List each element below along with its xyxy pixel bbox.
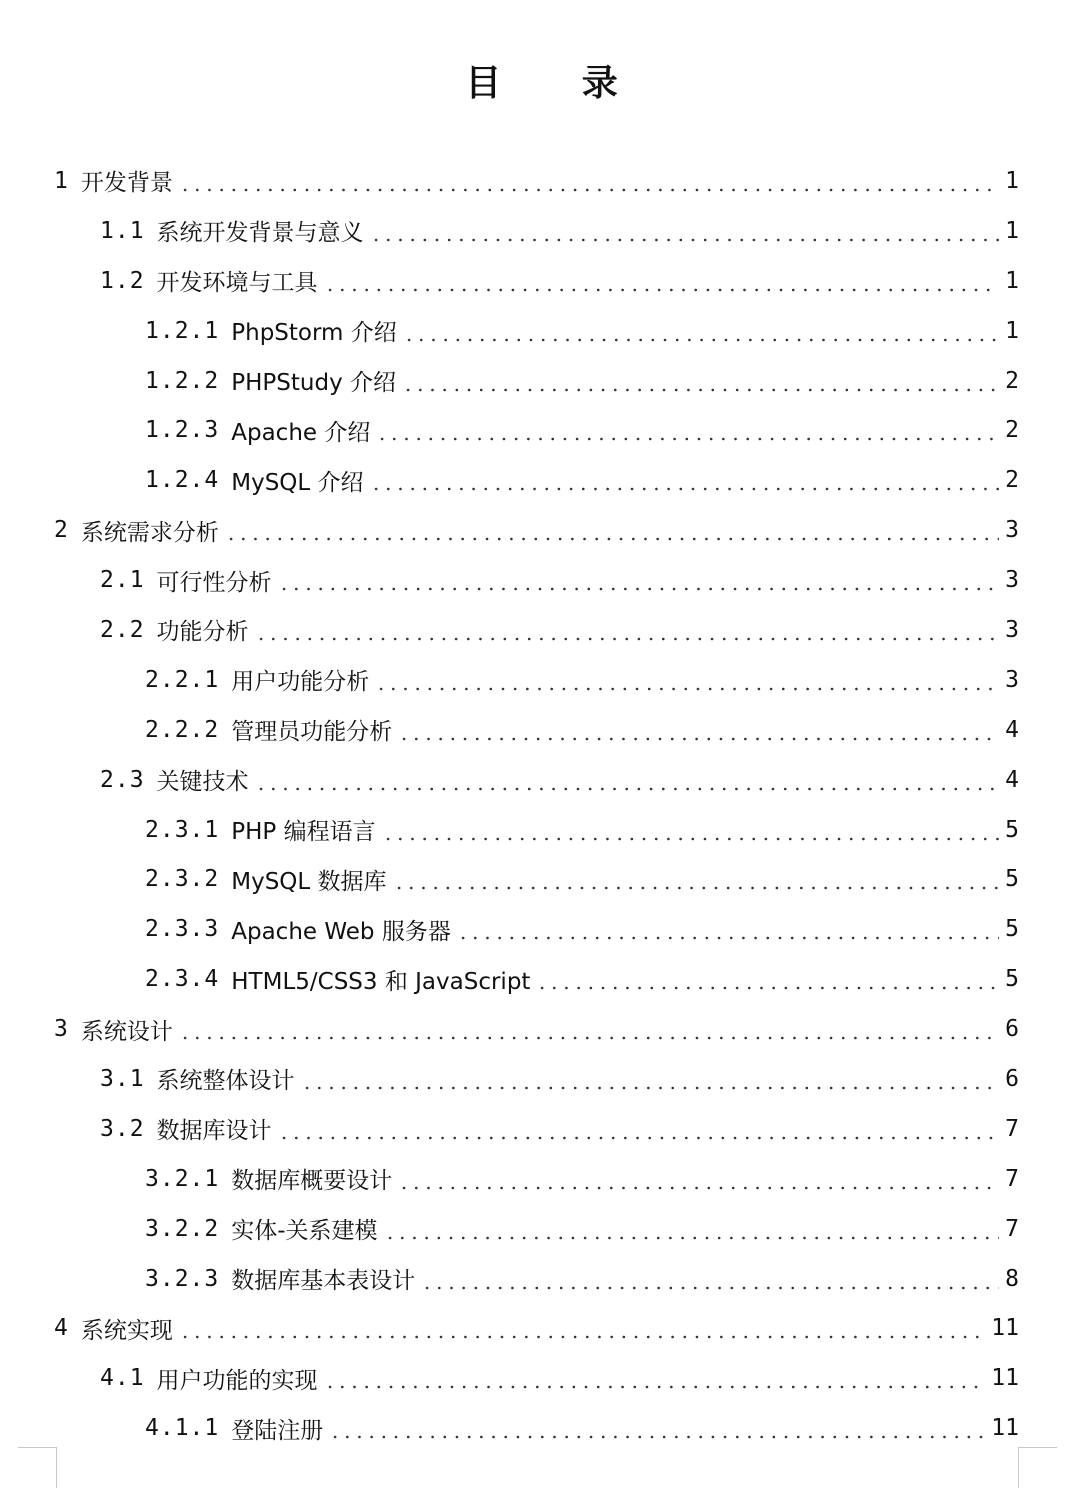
toc-entry-label: 功能分析	[156, 619, 249, 646]
toc-entry-label: Apache 介绍	[231, 419, 371, 446]
toc-dot-leader	[324, 288, 999, 292]
toc-entry[interactable]	[0, 306, 1083, 356]
toc-entry-number: 2.2.1	[145, 666, 220, 693]
toc-entry[interactable]	[0, 854, 1083, 904]
toc-entry[interactable]	[0, 405, 1083, 455]
toc-entry-number: 1.2	[100, 267, 145, 294]
toc-entry-number: 2.3.4	[145, 966, 220, 993]
toc-entry-label: 可行性分析	[156, 569, 272, 596]
toc-dot-leader	[384, 1236, 999, 1240]
toc-entry-label: 管理员功能分析	[231, 719, 393, 746]
toc-entry[interactable]	[0, 1254, 1083, 1304]
toc-entry-number: 2.2.2	[145, 716, 220, 743]
toc-dot-leader	[393, 886, 999, 890]
toc-page-number: 1	[1005, 217, 1019, 244]
toc-entry-label: PHPStudy 介绍	[231, 370, 397, 396]
toc-dot-leader	[329, 1435, 985, 1439]
toc-entry-number: 2.3.1	[145, 816, 220, 843]
toc-entry-number: 2.3.3	[145, 916, 220, 943]
toc-entry-label: 开发环境与工具	[156, 270, 318, 297]
toc-page-number: 7	[1005, 1165, 1019, 1192]
toc-entry-label: 数据库设计	[156, 1118, 272, 1145]
toc-entry-number: 1.2.2	[145, 367, 220, 394]
toc-page-number: 5	[1005, 916, 1019, 943]
toc-page-number: 5	[1005, 966, 1019, 993]
toc-entry[interactable]	[0, 1353, 1083, 1403]
toc-page-number: 3	[1005, 517, 1019, 544]
toc-entry-number: 4	[54, 1315, 69, 1342]
table-of-contents	[0, 156, 1083, 1453]
toc-entry-label: 系统整体设计	[156, 1068, 295, 1095]
toc-entry[interactable]	[0, 605, 1083, 655]
toc-entry-number: 1.1	[100, 217, 145, 244]
toc-entry[interactable]	[0, 1104, 1083, 1154]
toc-dot-leader	[403, 338, 999, 342]
toc-entry-number: 2	[54, 517, 69, 544]
toc-dot-leader	[179, 1335, 985, 1339]
toc-page-number: 7	[1005, 1215, 1019, 1242]
toc-entry-number: 2.3	[100, 766, 145, 793]
toc-page-number: 1	[1005, 167, 1019, 194]
toc-entry-label: HTML5/CSS3 和 JavaScript	[231, 968, 531, 995]
toc-entry-number: 2.2	[100, 616, 145, 643]
toc-page-number: 2	[1005, 367, 1019, 394]
toc-page-number: 4	[1005, 716, 1019, 743]
toc-entry[interactable]	[0, 256, 1083, 306]
toc-entry-label: 开发背景	[80, 170, 173, 197]
toc-dot-leader	[376, 437, 999, 441]
toc-entry[interactable]	[0, 1154, 1083, 1204]
toc-title: 目 录	[465, 63, 652, 104]
toc-entry[interactable]	[0, 1054, 1083, 1104]
toc-page-number: 11	[991, 1415, 1019, 1442]
toc-entry[interactable]	[0, 954, 1083, 1004]
toc-page-number: 4	[1005, 766, 1019, 793]
toc-entry-number: 1.2.3	[145, 417, 220, 444]
toc-page-number: 2	[1005, 417, 1019, 444]
toc-entry-label: 关键技术	[156, 769, 249, 796]
toc-dot-leader	[225, 537, 999, 541]
toc-page-number: 1	[1005, 267, 1019, 294]
toc-dot-leader	[301, 1086, 999, 1090]
toc-dot-leader	[324, 1385, 986, 1389]
toc-entry-number: 1.2.1	[145, 317, 220, 344]
toc-dot-leader	[255, 787, 999, 791]
toc-page-number: 11	[991, 1315, 1019, 1342]
toc-page-number: 8	[1005, 1265, 1019, 1292]
toc-entry-number: 3.2.2	[145, 1215, 220, 1242]
toc-dot-leader	[457, 936, 999, 940]
toc-page-number: 3	[1005, 666, 1019, 693]
toc-page-number: 5	[1005, 816, 1019, 843]
toc-entry[interactable]	[0, 705, 1083, 755]
toc-entry-number: 2.3.2	[145, 866, 220, 893]
toc-entry-label: 数据库概要设计	[231, 1168, 393, 1195]
toc-entry[interactable]	[0, 1303, 1083, 1353]
toc-entry-number: 2.1	[100, 567, 145, 594]
toc-entry-label: 数据库基本表设计	[231, 1268, 416, 1295]
toc-dot-leader	[398, 1186, 999, 1190]
page-corner-mark-right	[1018, 1447, 1057, 1488]
toc-dot-leader	[278, 587, 999, 591]
toc-entry-label: 系统设计	[80, 1018, 173, 1045]
toc-entry[interactable]	[0, 206, 1083, 256]
toc-entry-label: Apache Web 服务器	[231, 918, 451, 945]
toc-entry[interactable]	[0, 904, 1083, 954]
toc-entry[interactable]	[0, 1004, 1083, 1054]
toc-page-number: 2	[1005, 467, 1019, 494]
toc-dot-leader	[179, 188, 999, 192]
toc-page-number: 7	[1005, 1115, 1019, 1142]
toc-entry-number: 3.2.1	[145, 1165, 220, 1192]
toc-entry[interactable]	[0, 805, 1083, 855]
toc-entry-number: 1	[54, 167, 69, 194]
toc-entry[interactable]	[0, 505, 1083, 555]
toc-dot-leader	[421, 1286, 999, 1290]
toc-entry[interactable]	[0, 156, 1083, 206]
toc-dot-leader	[382, 837, 999, 841]
toc-page-number: 5	[1005, 866, 1019, 893]
toc-dot-leader	[402, 388, 999, 392]
toc-entry-label: 用户功能分析	[231, 669, 370, 696]
toc-page-number: 3	[1005, 567, 1019, 594]
toc-entry[interactable]	[0, 755, 1083, 805]
toc-entry-label: MySQL 数据库	[231, 868, 387, 895]
page-corner-mark-left	[18, 1447, 57, 1488]
toc-entry-label: MySQL 介绍	[231, 469, 364, 496]
toc-page-number: 3	[1005, 616, 1019, 643]
toc-entry-number: 3.1	[100, 1065, 145, 1092]
toc-dot-leader	[370, 238, 999, 242]
toc-entry-label: 系统实现	[80, 1317, 173, 1344]
toc-entry-number: 3.2.3	[145, 1265, 220, 1292]
toc-dot-leader	[375, 687, 999, 691]
toc-entry-number: 1.2.4	[145, 467, 220, 494]
toc-entry-label: PHP 编程语言	[231, 819, 376, 846]
toc-entry-number: 3	[54, 1016, 69, 1043]
toc-dot-leader	[179, 1036, 999, 1040]
toc-dot-leader	[255, 637, 999, 641]
toc-entry-number: 4.1	[100, 1365, 145, 1392]
toc-page-number: 6	[1005, 1016, 1019, 1043]
toc-entry-label: PhpStorm 介绍	[231, 320, 397, 347]
toc-entry[interactable]	[0, 1204, 1083, 1254]
toc-page-number: 6	[1005, 1065, 1019, 1092]
toc-entry-label: 实体-关系建模	[231, 1218, 378, 1245]
toc-entry[interactable]	[0, 655, 1083, 705]
toc-entry[interactable]	[0, 356, 1083, 406]
toc-dot-leader	[536, 986, 999, 990]
toc-dot-leader	[278, 1136, 999, 1140]
toc-entry[interactable]	[0, 455, 1083, 505]
toc-entry-label: 系统需求分析	[80, 519, 219, 546]
toc-entry-number: 4.1.1	[145, 1415, 220, 1442]
toc-dot-leader	[398, 737, 999, 741]
toc-entry-label: 登陆注册	[231, 1417, 324, 1444]
toc-entry[interactable]	[0, 555, 1083, 605]
toc-page-number: 1	[1005, 317, 1019, 344]
toc-entry[interactable]	[0, 1403, 1083, 1453]
toc-dot-leader	[370, 487, 999, 491]
toc-entry-label: 用户功能的实现	[156, 1367, 318, 1394]
toc-page-number: 11	[991, 1365, 1019, 1392]
toc-entry-number: 3.2	[100, 1115, 145, 1142]
toc-entry-label: 系统开发背景与意义	[156, 220, 364, 247]
